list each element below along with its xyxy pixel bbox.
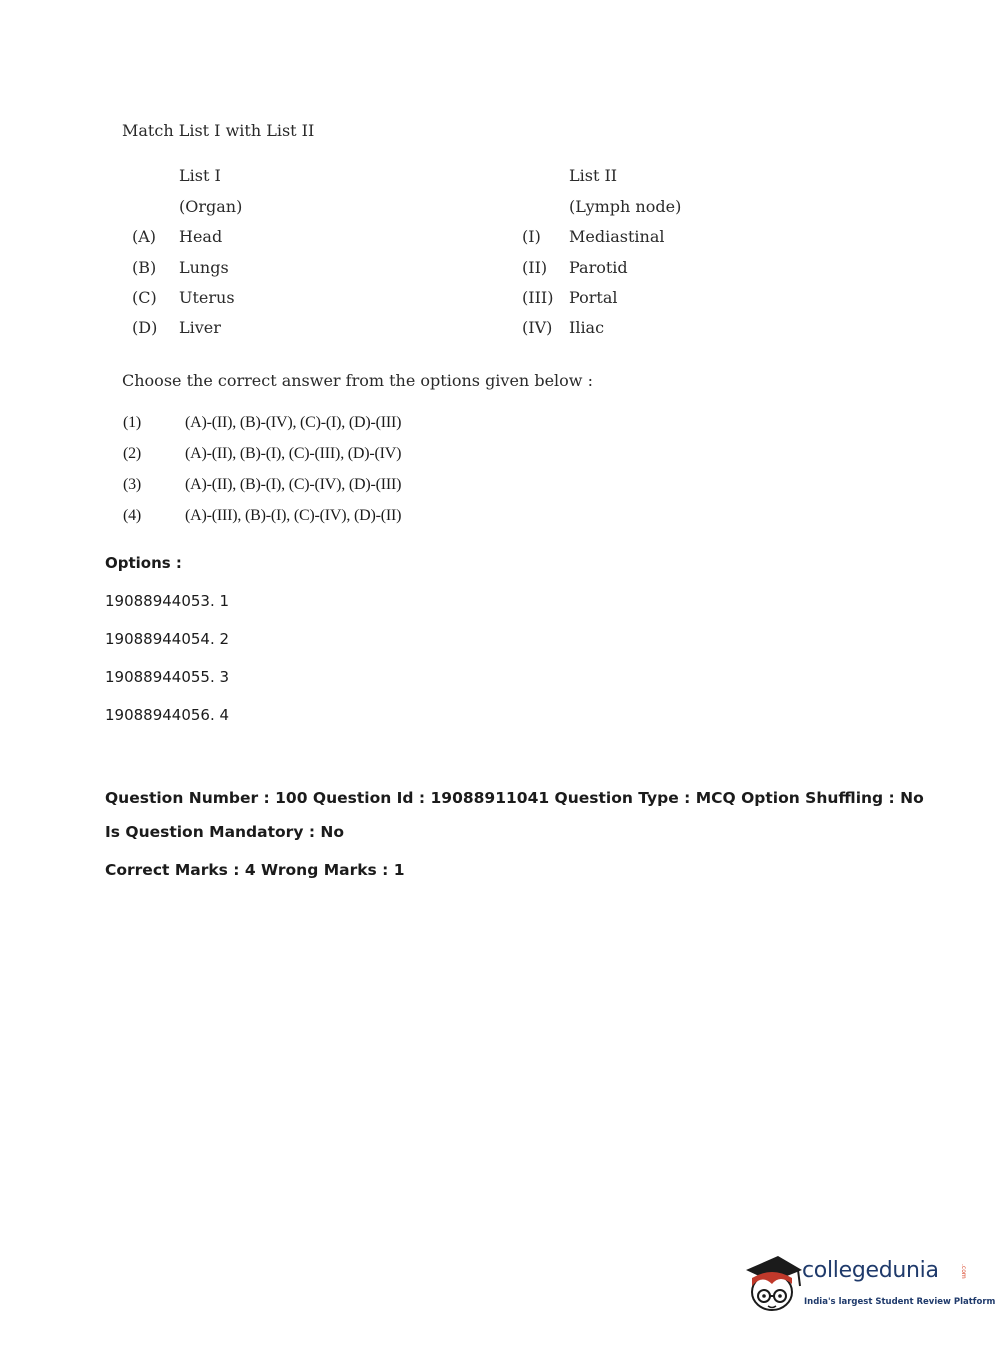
list2-value: Portal (569, 288, 618, 307)
list2-key: (II) (522, 258, 548, 277)
answer-text: (A)-(II), (B)-(I), (C)-(IV), (D)-(III) (185, 476, 402, 493)
option-item: 19088944053. 1 (105, 592, 230, 610)
answer-number: (4) (123, 507, 142, 524)
list2-key: (I) (522, 227, 541, 246)
list1-subtitle: (Organ) (179, 197, 243, 216)
answer-number: (1) (123, 414, 142, 431)
list2-subtitle: (Lymph node) (569, 197, 682, 216)
meta-marks: Correct Marks : 4 Wrong Marks : 1 (105, 861, 405, 879)
option-item: 19088944054. 2 (105, 630, 230, 648)
answer-number: (2) (123, 445, 142, 462)
answer-text: (A)-(II), (B)-(I), (C)-(III), (D)-(IV) (185, 445, 402, 462)
list2-title: List II (569, 166, 618, 185)
answer-number: (3) (123, 476, 142, 493)
choose-instruction: Choose the correct answer from the options given below : (122, 371, 593, 390)
collegedunia-logo (742, 1248, 996, 1320)
list2-key: (IV) (522, 318, 553, 337)
mascot-icon (742, 1248, 804, 1320)
list1-value: Liver (179, 318, 221, 337)
logo-com-text: .com (960, 1264, 967, 1279)
option-item: 19088944055. 3 (105, 668, 230, 686)
option-item: 19088944056. 4 (105, 706, 230, 724)
list1-value: Uterus (179, 288, 235, 307)
list1-value: Lungs (179, 258, 229, 277)
meta-mandatory: Is Question Mandatory : No (105, 823, 345, 841)
list2-value: Parotid (569, 258, 628, 277)
list1-key: (B) (132, 258, 157, 277)
meta-question-info: Question Number : 100 Question Id : 19088911041 Question Type : MCQ Option Shuffling : No (105, 789, 924, 807)
logo-tagline: India's largest Student Review Platform (804, 1297, 996, 1307)
answer-text: (A)-(II), (B)-(IV), (C)-(I), (D)-(III) (185, 414, 402, 431)
answer-text: (A)-(III), (B)-(I), (C)-(IV), (D)-(II) (185, 507, 402, 524)
list1-key: (C) (132, 288, 157, 307)
options-label: Options : (105, 554, 182, 572)
list1-value: Head (179, 227, 223, 246)
question-instruction: Match List I with List II (122, 121, 315, 140)
list2-value: Iliac (569, 318, 605, 337)
list2-key: (III) (522, 288, 554, 307)
list1-key: (D) (132, 318, 158, 337)
list2-value: Mediastinal (569, 227, 665, 246)
list1-key: (A) (132, 227, 157, 246)
list1-title: List I (179, 166, 221, 185)
logo-brand-text: collegedunia (802, 1258, 939, 1283)
